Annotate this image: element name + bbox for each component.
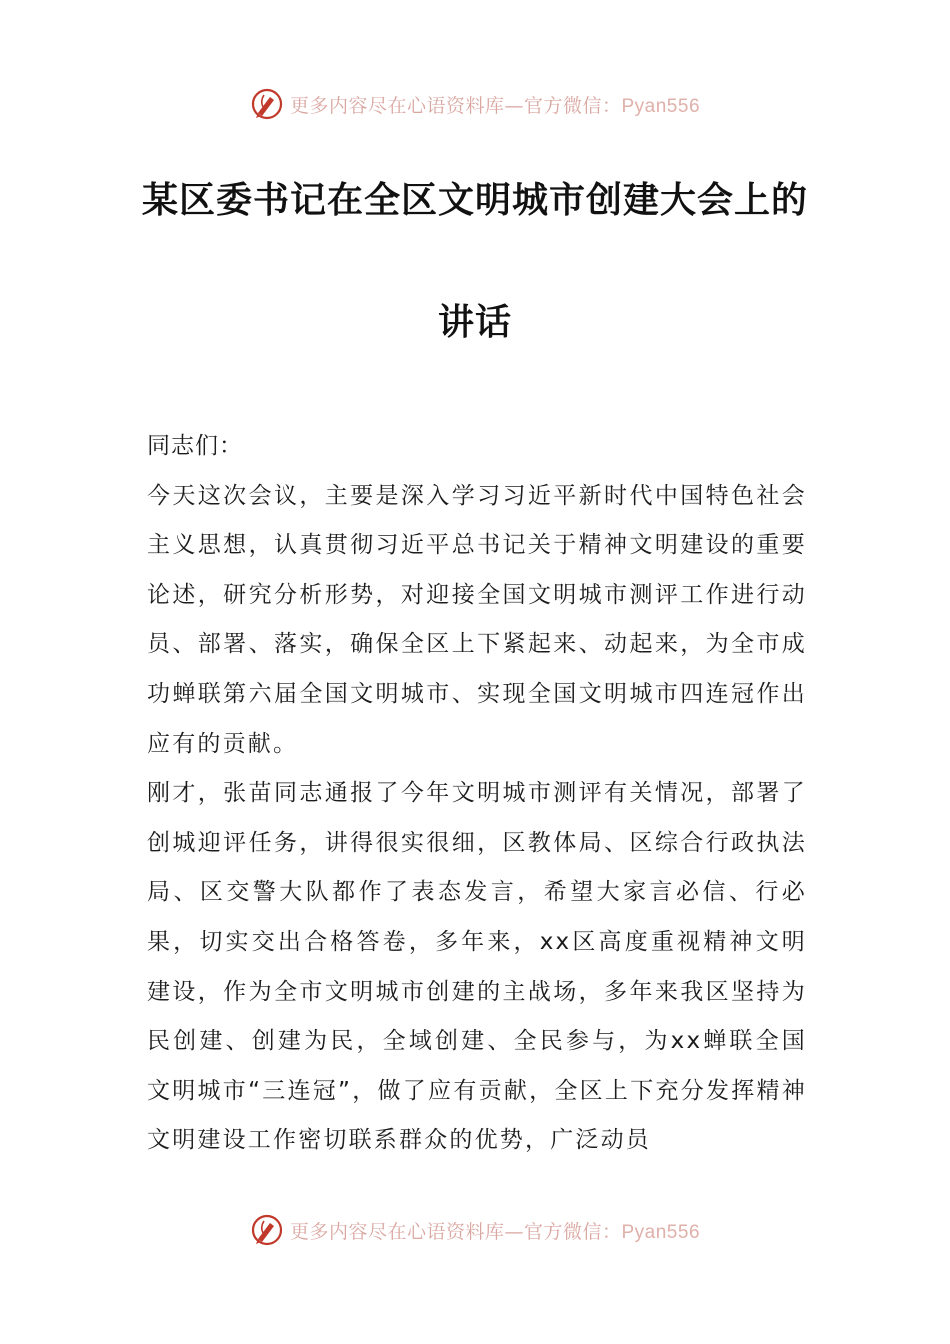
greeting: 同志们： [147,433,243,459]
pen-logo-icon [250,87,284,121]
paragraph-2: 刚才，张苗同志通报了今年文明城市测评有关情况，部署了创城迎评任务，讲得很实很细，区教体局、区综合行政执法局、区交警大队都作了表态发言，希望大家言必信、行必果，切实交出合格答卷，多年来，xx区高度重视精神文明建设，作为全市文明城市创建的主战场，多年来我区坚持为民创建、创建为民，全域创建、全民参与，为xx蝉联全国文明城市“三连冠”，做了应有贡献，全区上下充分发挥精神文明建设工作密切联系群众的优势，广泛动员 [147,780,807,1154]
document-title-line-1: 某区委书记在全区文明城市创建大会上的 [141,180,808,221]
header-watermark [0,84,950,124]
paragraph-1: 今天这次会议，主要是深入学习习近平新时代中国特色社会主义思想，认真贯彻习近平总书记关于精神文明建设的重要论述，研究分析形势，对迎接全国文明城市测评工作进行动员、部署、落实，确保全区上下紧起来、动起来，为全市成功蝉联第六届全国文明城市、实现全国文明城市四连冠作出应有的贡献。 [147,482,807,757]
watermark-text: 更多内容尽在心语资料库—官方微信：Pyan556 [289,94,701,117]
document-title-line-2: 讲话 [437,302,512,343]
footer-watermark [0,1210,950,1250]
watermark-text: 更多内容尽在心语资料库—官方微信：Pyan556 [289,1220,701,1243]
pen-logo-icon [250,1213,284,1247]
document-body [147,422,807,1166]
